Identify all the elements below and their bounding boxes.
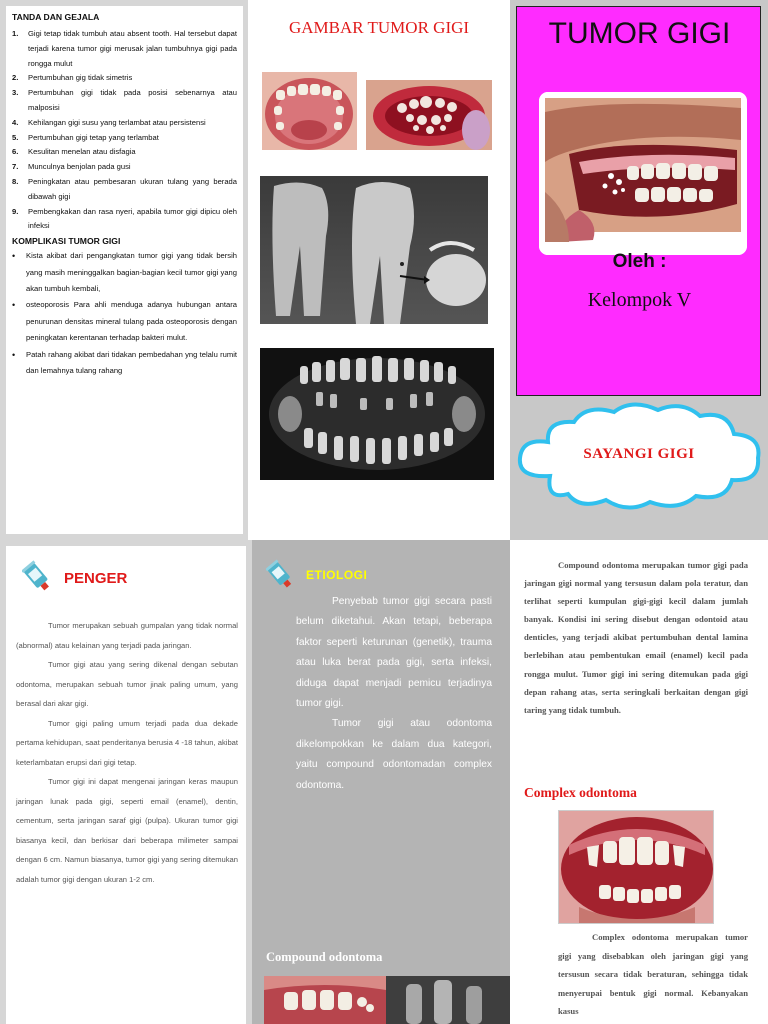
toothpaste-icon xyxy=(266,558,294,592)
etiologi-panel xyxy=(252,540,510,1024)
komplikasi-list xyxy=(12,248,237,379)
list-item: 4. Kehilangan gigi susu yang terlambat atau persistensi xyxy=(12,117,206,127)
cover-title: TUMOR GIGI xyxy=(548,17,731,50)
compound-description: Compound odontoma merupakan tumor gigi pada jaringan gigi normal yang tersusun dalam pola teratur, dan terlihat seperti kumpulan gigi-gigi kecil dalam jumlah banyak. Kondisi ini sering disebut dengan odontoid atau denticles, yang terjadi akibat pertumbuhan dental lamina berlebihan atau pembentukan email (enamel) kecil pada rongga mulut. Tumor gigi ini sering ditemukan pada gigi depan rahang atas, serta seringkali berkaitan dengan gigi taring yang tidak tumbuh. xyxy=(524,560,748,715)
list-item: 6. Kesulitan menelan atau disfagia xyxy=(12,147,136,157)
list-item: 2. Pertumbuhan gig tidak simetris xyxy=(12,73,133,83)
list-item: • Patah rahang akibat dari tidakan pembedahan yng telalu rumit dan lemahnya tulang rahang xyxy=(12,347,237,380)
compound-photo xyxy=(264,976,386,1024)
mouth-photo-1 xyxy=(262,72,357,150)
tanda-gejala-content xyxy=(6,6,243,534)
complex-description: Complex odontoma merupakan tumor gigi yang disebabkan oleh jaringan gigi yang tersusun secara tidak beraturan, sehingga tidak menyerupai bentuk gigi normal. Kebanyakan kasus xyxy=(558,932,748,1017)
oleh-label: Oleh : xyxy=(612,251,667,272)
slogan-text: SAYANGI GIGI xyxy=(583,446,695,462)
cover-panel xyxy=(510,0,768,540)
list-item: • osteoporosis Para ahli menduga adanya hubungan antara penurunan densitas mineral tulang pada osteoporosis dengan peningkatan kerentanan terhadap bakteri mulut. xyxy=(12,297,237,346)
list-item: 5. Pertumbuhan gigi tetap yang terlambat xyxy=(12,132,159,142)
mouth-anatomy-image xyxy=(539,92,747,255)
tanda-gejala-panel xyxy=(0,0,248,540)
complex-odontoma-title: Complex odontoma xyxy=(524,785,637,800)
etiologi-title: ETIOLOGI xyxy=(306,568,368,582)
kelompok-label: Kelompok V xyxy=(587,289,692,311)
komplikasi-heading: KOMPLIKASI TUMOR GIGI xyxy=(12,236,121,247)
pengertian-title: PENGER xyxy=(64,570,128,587)
bullet-icon: • xyxy=(12,349,16,360)
compound-odontoma-label: Compound odontoma xyxy=(266,950,383,964)
etiologi-text: Penyebab tumor gigi secara pasti belum diketahui. Akan tetapi, beberapa faktor seperti keturunan (genetik), trauma atau luka berat pada gigi, serta infeksi, diduga dapat menjadi pemicu terjadinya tumor gigi. Tumor gigi atau odontoma dikelompokkan ke dalam dua kategori, yaitu compound odontomadan complex odontoma. xyxy=(296,596,492,791)
gambar-panel xyxy=(248,0,510,540)
cover-box xyxy=(516,6,761,396)
complex-photo xyxy=(558,810,714,924)
compound-xray xyxy=(386,976,510,1024)
pengertian-text: Tumor merupakan sebuah gumpalan yang tidak normal (abnormal) atau kelainan yang terjadi pada jaringan. Tumor gigi atau yang sering dikenal dengan sebutan odontoma, merupakan sebuah tumor jinak paling umum, yang berasal dari akar gigi. Tumor gigi paling umum terjadi pada dua dekade pertama kehidupan, saat penderitanya berusia 4 -18 tahun, akibat keterlambatan erupsi dari gigi tetap. Tumor gigi ini dapat mengenai jaringan keras maupun jaringan lunak pada gigi, seperti email (enamel), dentin, cementum, serta jaringan saraf gigi (pulpa). Ukuran tumor gigi biasanya kecil, dan berkisar dari beberapa milimeter sampai dengan 6 cm. Namun biasanya, tumor gigi yang sering ditemukan adalah tumor gigi dengan ukuran 1-2 cm. xyxy=(16,621,238,884)
xray-photo-2 xyxy=(260,348,494,480)
list-item: 7. Munculnya benjolan pada gusi xyxy=(12,162,131,172)
pengertian-content xyxy=(6,546,246,1024)
list-item: • Kista akibat dari pengangkatan tumor gigi yang tidak bersih yang masih meninggalkan bagian-bagian kecil tumor gigi yang akan tumbuh kembali, xyxy=(12,248,237,297)
mouth-photo-2 xyxy=(366,80,492,150)
list-item: 3. Pertumbuhan gigi tidak pada posisi sebenarnya atau malposisi xyxy=(12,88,237,112)
bullet-icon: • xyxy=(12,300,16,311)
list-item: 9. Pembengkakan dan rasa nyeri, apabila tumor gigi dipicu oleh infeksi xyxy=(12,206,237,231)
odontoma-panel xyxy=(510,540,768,1024)
xray-photo-1 xyxy=(260,176,488,324)
list-item: 8. Peningkatan atau pembesaran ukuran tulang yang berada dibawah gigi xyxy=(12,176,237,201)
tanda-gejala-heading: TANDA DAN GEJALA xyxy=(12,12,100,22)
toothpaste-icon xyxy=(22,560,52,594)
pengertian-panel xyxy=(0,540,252,1024)
bullet-icon: • xyxy=(12,251,16,262)
gambar-title: GAMBAR TUMOR GIGI xyxy=(288,18,470,37)
tanda-gejala-list xyxy=(12,27,237,234)
list-item: 1. Gigi tetap tidak tumbuh atau absent tooth. Hal tersebut dapat terjadi karena tumor gigi merusak jalan tumbuhnya gigi pada rongga mulut xyxy=(12,29,237,68)
